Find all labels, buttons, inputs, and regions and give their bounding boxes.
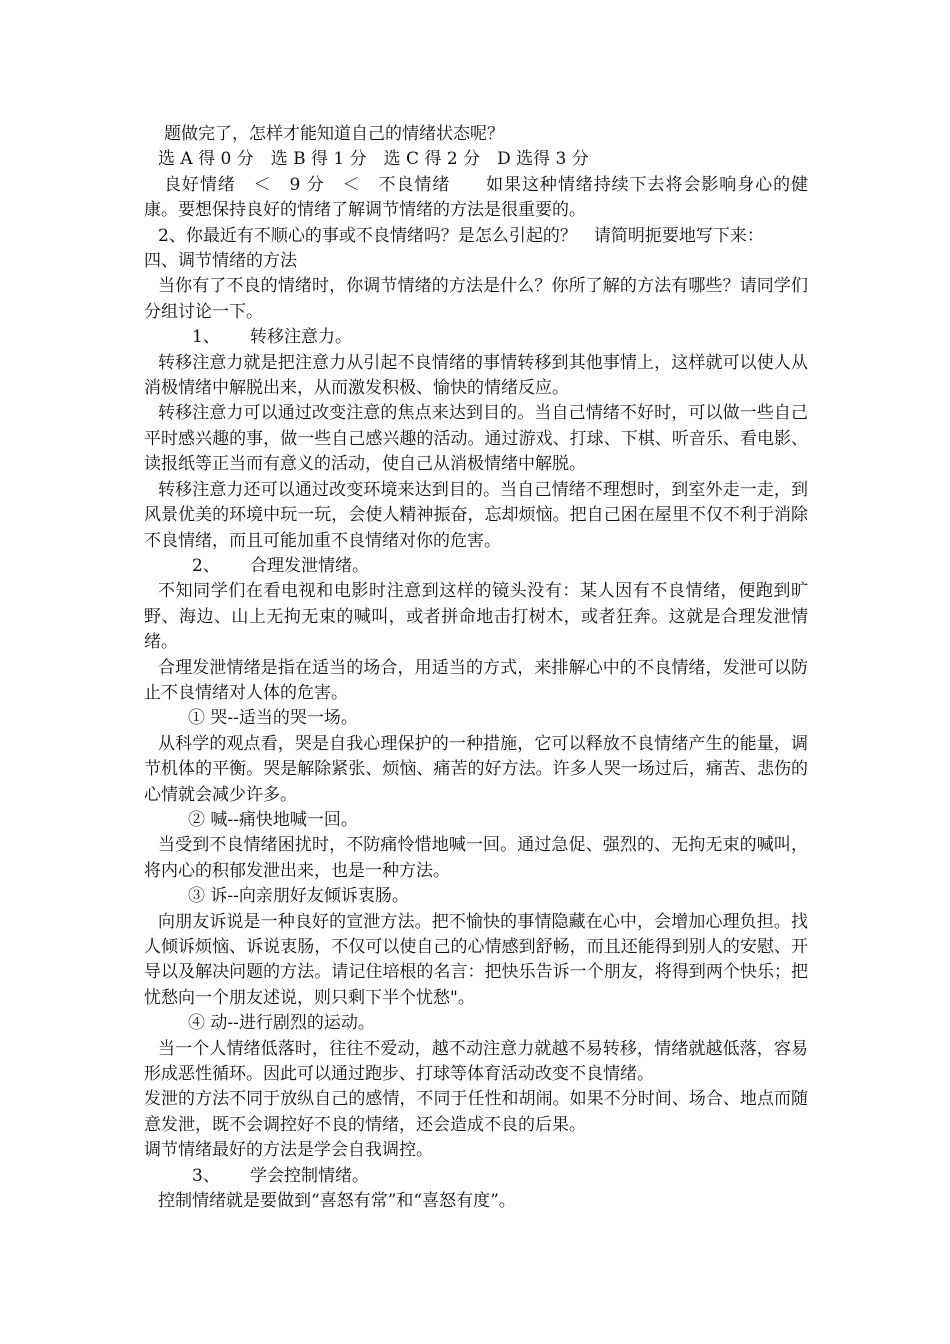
scoring-line: 选 A 得 0 分 选 B 得 1 分 选 C 得 2 分 D 选得 3 分	[158, 149, 589, 170]
text-paragraph: 转移注意力还可以通过改变环境来达到目的。当自己情绪不理想时，到室外走一走，到风景优美的环境中玩一玩，会使人精神振奋，忘却烦恼。把自己困在屋里不仅不利于消除不良情绪，而且可能加重不良情绪对你的危害。	[144, 479, 808, 551]
method-number: 3、	[192, 1165, 220, 1186]
method-title: 转移注意力。	[250, 327, 352, 348]
method-title: 学会控制情绪。	[250, 1165, 369, 1186]
question-paragraph: 2、你最近有不顺心的事或不良情绪吗？是怎么引起的？ 请简明扼要地写下来：	[158, 225, 764, 246]
sub-heading: ③ 诉--向亲朋好友倾诉衷肠。	[188, 886, 409, 907]
text-paragraph: 合理发泄情绪是指在适当的场合，用适当的方式，来排解心中的不良情绪，发泄可以防止不良情绪对人体的危害。	[144, 657, 808, 703]
method-heading	[144, 1164, 808, 1189]
text-paragraph: 良好情绪 ＜ 9 分 ＜ 不良情绪 如果这种情绪持续下去将会影响身心的健康。要想保持良好的情绪了解调节情绪的方法是很重要的。	[144, 174, 808, 221]
text-paragraph: 发泄的方法不同于放纵自己的感情，不同于任性和胡闹。如果不分时间、场合、地点而随意发泄，既不会调控好不良的情绪，还会造成不良的后果。	[144, 1089, 808, 1135]
text-paragraph: 转移注意力就是把注意力从引起不良情绪的事情转移到其他事情上，这样就可以使人从消极情绪中解脱出来，从而激发积极、愉快的情绪反应。	[144, 352, 808, 399]
section-heading: 四、调节情绪的方法	[144, 251, 297, 272]
text-paragraph: 向朋友诉说是一种良好的宣泄方法。把不愉快的事情隐藏在心中，会增加心理负担。找人倾诉烦恼、诉说衷肠，不仅可以使自己的心情感到舒畅，而且还能得到别人的安慰、开导以及解决问题的方法。请记住培根的名言：把快乐告诉一个朋友，将得到两个快乐；把忧愁向一个朋友述说，则只剩下半个忧愁"。	[144, 911, 808, 1008]
document-page	[144, 122, 808, 1214]
sub-heading: ② 喊--痛快地喊一回。	[188, 809, 358, 830]
text-paragraph: 当你有了不良的情绪时，你调节情绪的方法是什么？你所了解的方法有哪些？请同学们分组讨论一下。	[144, 276, 808, 322]
text-line: 控制情绪就是要做到“喜怒有常”和“喜怒有度”。	[158, 1191, 516, 1212]
text-paragraph: 当一个人情绪低落时，往往不爱动，越不动注意力就越不易转移，情绪就越低落，容易形成恶性循环。因此可以通过跑步、打球等体育活动改变不良情绪。	[144, 1038, 808, 1085]
sub-heading: ④ 动--进行剧烈的运动。	[188, 1013, 375, 1034]
text-line: 题做完了，怎样才能知道自己的情绪状态呢？	[164, 124, 504, 144]
text-paragraph: 当受到不良情绪困扰时，不防痛怜惜地喊一回。通过急促、强烈的、无拘无束的喊叫，将内心的积郁发泄出来，也是一种方法。	[144, 835, 808, 881]
method-heading	[144, 554, 808, 579]
method-number: 2、	[192, 555, 220, 576]
text-line: 调节情绪最好的方法是学会自我调控。	[144, 1140, 433, 1161]
method-number: 1、	[192, 327, 220, 348]
text-paragraph: 从科学的观点看，哭是自我心理保护的一种措施，它可以释放不良情绪产生的能量，调节机体的平衡。哭是解除紧张、烦恼、痛苦的好方法。许多人哭一场过后，痛苦、悲伤的心情就会减少许多。	[144, 733, 808, 805]
method-heading	[144, 325, 808, 350]
text-paragraph: 不知同学们在看电视和电影时注意到这样的镜头没有：某人因有不良情绪，便跑到旷野、海边、山上无拘无束的喊叫，或者拼命地击打树木，或者狂奔。这就是合理发泄情绪。	[144, 581, 808, 653]
method-title: 合理发泄情绪。	[250, 555, 369, 576]
text-paragraph: 转移注意力可以通过改变注意的焦点来达到目的。当自己情绪不好时，可以做一些自己平时感兴趣的事，做一些自己感兴趣的活动。通过游戏、打球、下棋、听音乐、看电影、读报纸等正当而有意义的活动，使自己从消极情绪中解脱。	[144, 403, 808, 475]
sub-heading: ① 哭--适当的哭一场。	[188, 708, 358, 729]
